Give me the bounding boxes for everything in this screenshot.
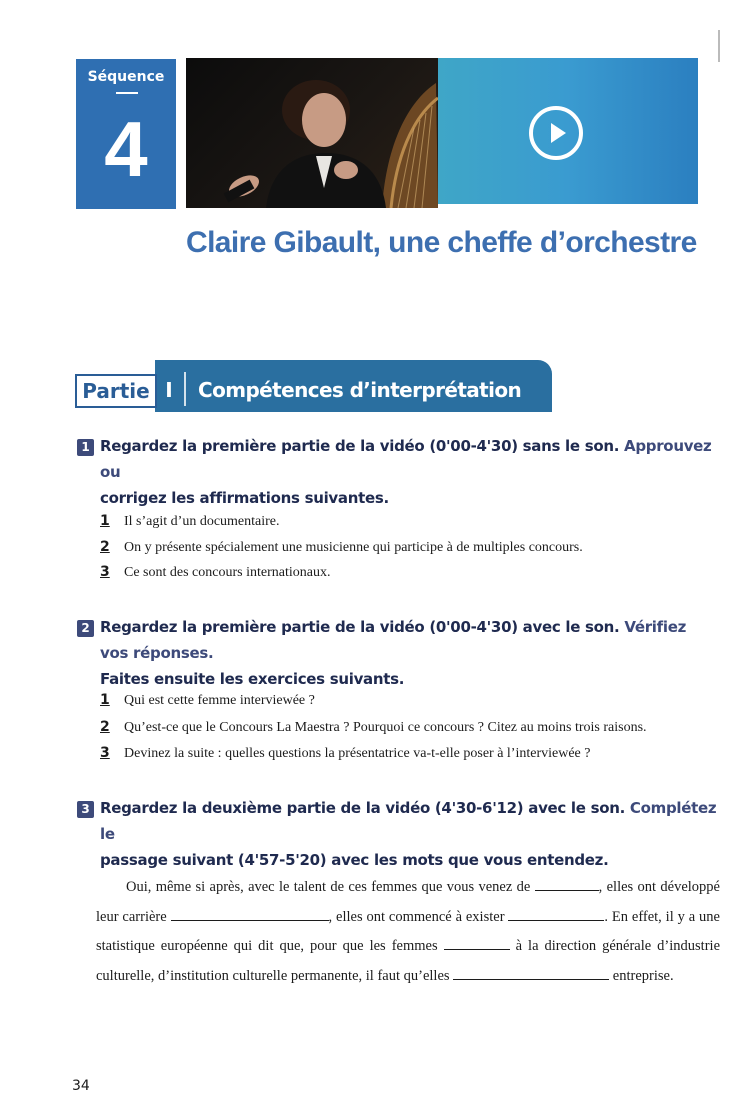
instruction-highlight: Complétez le — [100, 799, 717, 843]
instruction-text: corrigez les affirmations suivantes. — [100, 489, 389, 507]
sequence-label: Séquence — [87, 69, 165, 85]
instruction-text: Regardez la première partie de la vidéo (0'00-4'30) sans le son. — [100, 437, 625, 455]
instruction-text: passage suivant (4'57-5'20) avec les mots que vous entendez. — [100, 851, 609, 869]
passage-text: . En effet, il y a une statistique européenne qui dit que, pour que les femmes — [96, 908, 720, 954]
list-item — [100, 539, 720, 556]
list-item — [100, 692, 720, 709]
item-number: 1 — [100, 692, 110, 708]
instruction-text: Regardez la deuxième partie de la vidéo (4'30-6'12) avec le son. — [100, 799, 630, 817]
item-number: 2 — [100, 719, 110, 735]
exercise-number-badge: 2 — [77, 620, 94, 637]
conductor-photo — [186, 58, 438, 208]
exercise-instruction — [100, 614, 718, 692]
exercise-number-badge: 3 — [77, 801, 94, 818]
passage-text: Oui, même si après, avec le talent de ces femmes que vous venez de — [126, 879, 535, 895]
blank-field[interactable] — [171, 906, 329, 921]
item-number: 2 — [100, 539, 110, 555]
item-number: 3 — [100, 564, 110, 580]
item-text: Qui est cette femme interviewée ? — [124, 693, 315, 708]
sequence-number: 4 — [104, 105, 148, 193]
instruction-text: Faites ensuite les exercices suivants. — [100, 670, 405, 688]
passage-text: , elles ont développé leur carrière — [96, 879, 720, 925]
page-edge-mark — [718, 30, 720, 62]
list-item — [100, 745, 720, 762]
video-panel — [438, 58, 698, 204]
sequence-divider — [116, 92, 138, 94]
page-title: Claire Gibault, une cheffe d’orchestre — [186, 226, 697, 259]
exercise-instruction — [100, 795, 718, 873]
passage-text: , elles ont commencé à exister — [328, 908, 509, 925]
passage-text: à la direction générale d’industrie culturelle, d’institution culturelle permanente, il faut qu’elles — [96, 938, 721, 984]
item-text: Qu’est-ce que le Concours La Maestra ? Pourquoi ce concours ? Citez au moins trois raisons. — [124, 720, 647, 735]
partie-divider — [184, 372, 186, 406]
passage-text: entreprise. — [609, 967, 674, 984]
item-text: Ce sont des concours internationaux. — [124, 565, 331, 580]
blank-field[interactable] — [535, 876, 599, 891]
list-item — [100, 719, 720, 736]
exercise-instruction — [100, 433, 718, 511]
blank-field[interactable] — [444, 935, 510, 950]
item-text: Il s’agit d’un documentaire. — [124, 514, 280, 529]
instruction-text: Regardez la première partie de la vidéo (0'00-4'30) avec le son. — [100, 618, 625, 636]
partie-title: Compétences d’interprétation — [198, 378, 522, 402]
instruction-highlight: Vérifiez vos réponses. — [100, 618, 687, 662]
play-icon[interactable] — [528, 105, 584, 161]
item-number: 1 — [100, 513, 110, 529]
list-item — [100, 564, 720, 581]
blank-field[interactable] — [453, 965, 609, 980]
page-number: 34 — [72, 1078, 90, 1094]
item-number: 3 — [100, 745, 110, 761]
fill-in-passage — [96, 873, 720, 991]
partie-label: Partie — [75, 374, 157, 408]
sequence-badge — [76, 59, 176, 209]
instruction-highlight: Approuvez ou — [100, 437, 712, 481]
list-item — [100, 513, 720, 530]
partie-number: I — [165, 378, 173, 402]
item-text: Devinez la suite : quelles questions la présentatrice va-t-elle poser à l’interviewée ? — [124, 746, 591, 761]
item-text: On y présente spécialement une musicienne qui participe à de multiples concours. — [124, 540, 583, 555]
blank-field[interactable] — [508, 906, 604, 921]
exercise-number-badge: 1 — [77, 439, 94, 456]
